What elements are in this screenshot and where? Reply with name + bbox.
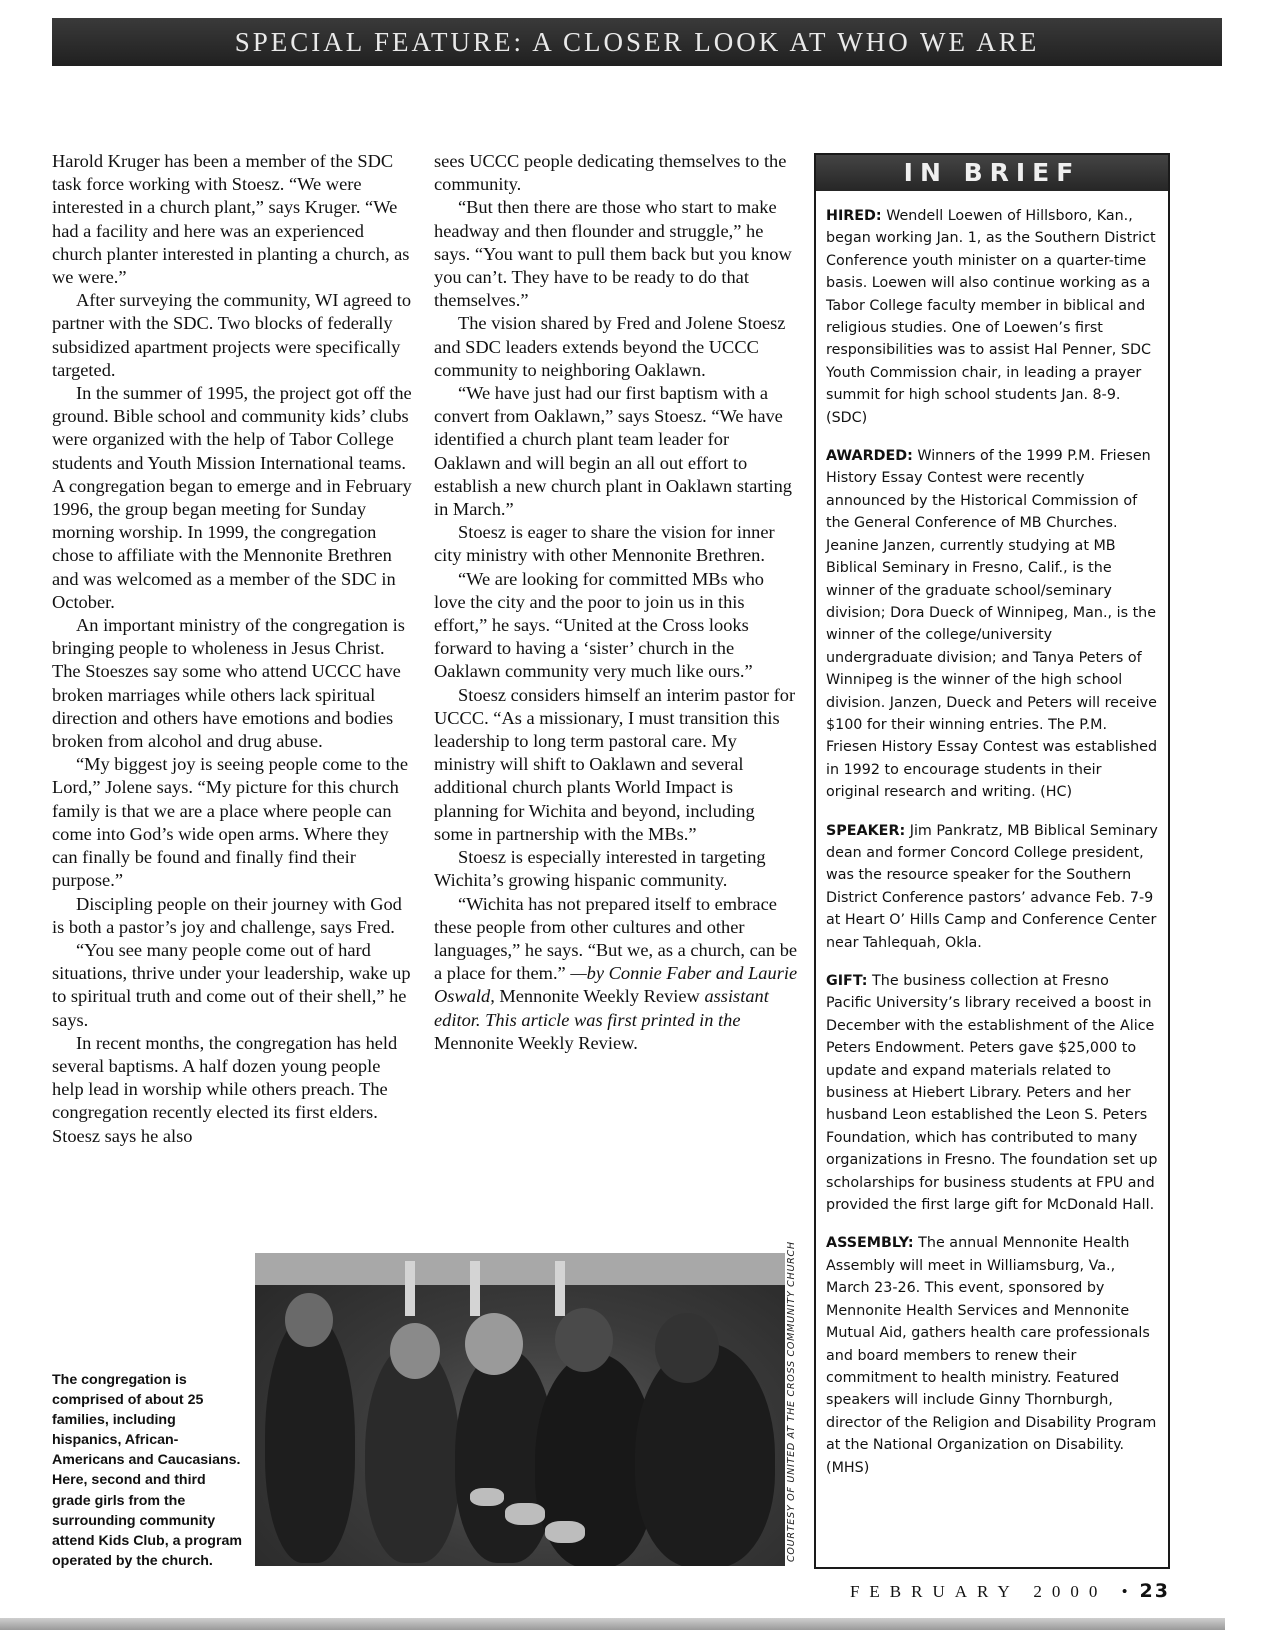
issue-date: FEBRUARY 2000 xyxy=(849,1582,1108,1601)
paragraph: Harold Kruger has been a member of the SDC task force working with Stoesz. “We were interested in a church plant,” says Kruger. “We had a facility and here was an experienced church planter interested in planting a church, as we were.” xyxy=(52,151,410,288)
fence-post xyxy=(405,1261,415,1316)
brief-item-hired xyxy=(826,205,1158,429)
brief-item-assembly xyxy=(826,1232,1158,1478)
paragraph: Discipling people on their journey with God is both a pastor’s joy and challenge, says Fred. xyxy=(52,893,402,937)
paragraph: After surveying the community, WI agreed to partner with the SDC. Two blocks of federally subsidized apartment projects were specifically targeted. xyxy=(52,290,412,380)
brief-text: The annual Mennonite Health Assembly will meet in Williamsburg, Va., March 23-26. This event, sponsored by Mennonite Health Services and Mennonite Mutual Aid, gathers health care professionals and board members to renew their commitment to health ministry. Featured speakers will include Ginny Thornburgh, director of the Religion and Disability Program at the National Organization on Disability. (MHS) xyxy=(826,1235,1157,1476)
paragraph: “You see many people come out of hard situations, thrive under your leadership, wake up to spiritual truth and come out of their shell,” he says. xyxy=(52,939,411,1030)
paragraph: In recent months, the congregation has held several baptisms. A half dozen young people help lead in worship while others preach. The congregation recently elected its first elders. Stoesz says he also xyxy=(52,1032,398,1146)
paragraph: “We are looking for committed MBs who love the city and the poor to join us in this effort,” he says. “United at the Cross looks forward to having a ‘sister’ church in the Oaklawn community very much like ours.” xyxy=(434,568,764,682)
author-title: assistant editor. This article was first printed in the xyxy=(434,986,769,1030)
brief-text: Winners of the 1999 P.M. Friesen History Essay Contest were recently announced by the Historical Commission of the General Conference of MB Churches. Jeanine Janzen, currently studying at MB Biblical Seminary in Fresno, Calif., is the winner of the graduate school/seminary division; Dora Dueck of Winnipeg, Man., is the winner of the college/university undergraduate division; and Tanya Peters of Winnipeg is the winner of the high school division. Janzen, Dueck and Peters will receive $100 for their winning entries. The P.M. Friesen History Essay Contest was established in 1992 to encourage students in their original research and writing. (HC) xyxy=(826,448,1158,801)
brief-item-gift xyxy=(826,970,1158,1216)
article-column-1 xyxy=(52,150,412,1148)
page-footer xyxy=(806,1580,1170,1602)
in-brief-header: IN BRIEF xyxy=(816,155,1168,191)
article-column-2 xyxy=(434,150,798,1055)
brief-text: Jim Pankratz, MB Biblical Seminary dean and former Concord College president, was the resource speaker for the Southern District Conference pastors’ advance Feb. 7-9 at Heart O’ Hills Camp and Conference Center near Tahlequah, Okla. xyxy=(826,822,1158,951)
child-head xyxy=(390,1323,440,1379)
child-head xyxy=(555,1308,613,1372)
paragraph: “My biggest joy is seeing people come to the Lord,” Jolene says. “My picture for this church family is that we are a place where people can come into God’s wide open arms. Where they can finally be found and finally find their purpose.” xyxy=(52,754,408,891)
brief-keyword: AWARDED: xyxy=(826,448,913,465)
paragraph: “We have just had our first baptism with a convert from Oaklawn,” says Stoesz. “We have identified a church plant team leader for Oaklawn and will begin an all out effort to establish a new church plant in Oaklawn starting in March.” xyxy=(434,383,793,520)
section-banner: SPECIAL FEATURE: A CLOSER LOOK AT WHO WE ARE xyxy=(52,18,1222,66)
shoe xyxy=(470,1488,504,1506)
paragraph: Stoesz is especially interested in targeting Wichita’s growing hispanic community. xyxy=(434,847,766,891)
brief-keyword: HIRED: xyxy=(826,208,882,224)
brief-item-speaker xyxy=(826,820,1158,954)
adult-head xyxy=(655,1313,719,1383)
shoe xyxy=(545,1521,585,1543)
paragraph: Stoesz considers himself an interim pastor for UCCC. “As a missionary, I must transition this leadership to long term pastoral care. My ministry will shift to Oaklawn and several additional church plants World Impact is planning for Wichita and beyond, including some in partnership with the MBs.” xyxy=(434,684,796,844)
fence-post xyxy=(555,1261,565,1316)
brief-item-awarded xyxy=(826,445,1158,804)
child-figure xyxy=(265,1313,355,1563)
paragraph: The vision shared by Fred and Jolene Stoesz and SDC leaders extends beyond the UCCC community to neighboring Oaklawn. xyxy=(434,313,786,380)
brief-keyword: GIFT: xyxy=(826,973,868,989)
publication-name: Mennonite Weekly Review xyxy=(494,986,705,1007)
brief-text: Wendell Loewen of Hillsboro, Kan., began working Jan. 1, as the Southern District Conference youth minister on a quarter-time basis. Loewen will also continue working as a Tabor College faculty member in biblical and religious studies. One of Loewen’s first responsibilities was to assist Hal Penner, SDC Youth Commission chair, in leading a prayer summit for high school students Jan. 8-9. (SDC) xyxy=(826,208,1156,426)
kids-club-photo xyxy=(255,1253,785,1566)
paragraph: In the summer of 1995, the project got off the ground. Bible school and community kids’ clubs were organized with the help of Tabor College students and Youth Mission International teams. A congregation began to emerge and in February 1996, the group began meeting for Sunday morning worship. In 1999, the congregation chose to affiliate with the Mennonite Brethren and was welcomed as a member of the SDC in October. xyxy=(52,383,412,612)
brief-keyword: ASSEMBLY: xyxy=(826,1235,914,1252)
paragraph: “But then there are those who start to make headway and then flounder and struggle,” he says. “You want to pull them back but you know you can’t. They have to be ready to do that themselves.” xyxy=(434,197,792,311)
bottom-rule xyxy=(0,1618,1225,1630)
closing-paragraph xyxy=(434,893,798,1055)
shoe xyxy=(505,1503,545,1525)
child-head xyxy=(285,1293,333,1347)
brief-text: The business collection at Fresno Pacific University’s library received a boost in December with the establishment of the Alice Peters Endowment. Peters gave $25,000 to update and expand materials related to business at Hiebert Library. Peters and her husband Leon established the Leon S. Peters Foundation, which has contributed to many organizations in Fresno. The foundation set up scholarships for business students at FPU and provided the first large gift for McDonald Hall. xyxy=(826,973,1158,1214)
photo-caption: The congregation is comprised of about 25 families, including hispanics, African-Americans and Caucasians. Here, second and third grade girls from the surrounding community attend Kids Club, a program operated by the church. xyxy=(52,1372,242,1569)
in-brief-sidebar xyxy=(814,153,1170,1569)
footer-bullet: • xyxy=(1121,1582,1128,1601)
brief-keyword: SPEAKER: xyxy=(826,822,906,839)
page-number: 23 xyxy=(1139,1580,1170,1602)
paragraph: Stoesz is eager to share the vision for inner city ministry with other Mennonite Brethren. xyxy=(434,522,775,566)
closing-quote: “Wichita has not prepared itself to embrace these people from other cultures and other languages,” he says. “But we, as a church, can be a place for them.” xyxy=(434,893,798,984)
child-head xyxy=(465,1313,523,1375)
byline: —by Connie Faber and Laurie Oswald, xyxy=(434,963,798,1007)
fence-post xyxy=(470,1261,480,1316)
photo-background xyxy=(255,1253,785,1285)
paragraph: sees UCCC people dedicating themselves to the community. xyxy=(434,151,787,195)
paragraph: An important ministry of the congregation is bringing people to wholeness in Jesus Christ. The Stoeszes say some who attend UCCC have broken marriages while others lack spiritual direction and others have emotions and bodies broken from alcohol and drug abuse. xyxy=(52,615,405,752)
photo-credit: COURTESY OF UNITED AT THE CROSS COMMUNITY CHURCH xyxy=(786,1241,797,1562)
publication-name-2: Mennonite Weekly Review. xyxy=(434,1032,638,1053)
